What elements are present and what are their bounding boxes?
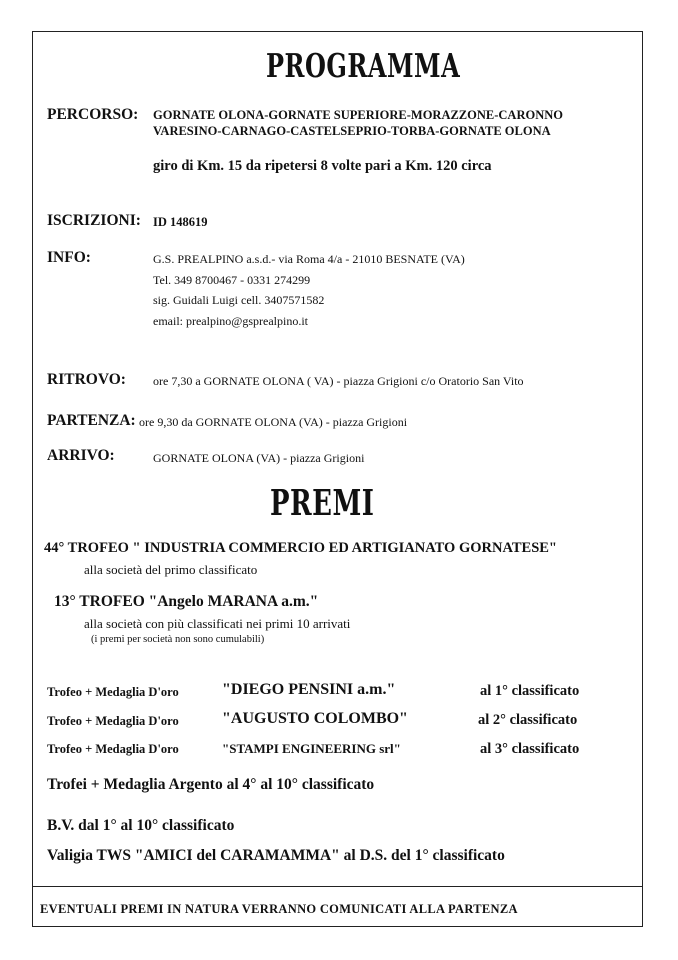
info-org: G.S. PREALPINO a.s.d.- via Roma 4/a - 21010 BESNATE (VA) bbox=[153, 252, 465, 266]
programma-heading: PROGRAMMA bbox=[266, 46, 461, 86]
iscrizioni-label: ISCRIZIONI: bbox=[47, 212, 141, 229]
trofeo-13-note: (i premi per società non sono cumulabili) bbox=[91, 634, 265, 645]
extra-valigia: Valigia TWS "AMICI del CARAMAMMA" al D.S. del 1° classificato bbox=[47, 847, 505, 864]
trofeo-44-subtitle: alla società del primo classificato bbox=[84, 562, 258, 577]
trofeo-13-title: 13° TROFEO "Angelo MARANA a.m." bbox=[54, 593, 319, 610]
trofeo-13-subtitle: alla società con più classificati nei primi 10 arrivati bbox=[84, 616, 351, 631]
percorso-route-line1: GORNATE OLONA-GORNATE SUPERIORE-MORAZZONE-CARONNO bbox=[153, 108, 563, 122]
extra-bv: B.V. dal 1° al 10° classificato bbox=[47, 817, 235, 834]
award-2-prefix: Trofeo + Medaglia D'oro bbox=[47, 714, 179, 728]
footer-note: EVENTUALI PREMI IN NATURA VERRANNO COMUNICATI ALLA PARTENZA bbox=[40, 902, 518, 916]
arrivo-value: GORNATE OLONA (VA) - piazza Grigioni bbox=[153, 451, 365, 465]
award-3-name: "STAMPI ENGINEERING srl" bbox=[222, 741, 401, 756]
trofeo-44-title: 44° TROFEO " INDUSTRIA COMMERCIO ED ARTIGIANATO GORNATESE" bbox=[44, 540, 557, 556]
award-2-place: al 2° classificato bbox=[478, 712, 578, 728]
partenza-value: ore 9,30 da GORNATE OLONA (VA) - piazza Grigioni bbox=[139, 415, 408, 429]
info-contact: sig. Guidali Luigi cell. 3407571582 bbox=[153, 293, 325, 307]
award-2-name: "AUGUSTO COLOMBO" bbox=[222, 710, 408, 727]
award-3-place: al 3° classificato bbox=[480, 741, 580, 757]
extra-silver-medals: Trofei + Medaglia Argento al 4° al 10° classificato bbox=[47, 776, 375, 793]
percorso-route-line2: VARESINO-CARNAGO-CASTELSEPRIO-TORBA-GORNATE OLONA bbox=[153, 124, 551, 138]
premi-heading: PREMI bbox=[270, 484, 375, 525]
iscrizioni-id: ID 148619 bbox=[153, 215, 208, 229]
award-1-name: "DIEGO PENSINI a.m." bbox=[222, 681, 396, 698]
footer-divider bbox=[32, 886, 643, 887]
percorso-label: PERCORSO: bbox=[47, 106, 139, 123]
info-tel: Tel. 349 8700467 - 0331 274299 bbox=[153, 273, 311, 287]
info-email: email: prealpino@gsprealpino.it bbox=[153, 314, 309, 328]
arrivo-label: ARRIVO: bbox=[47, 447, 115, 464]
award-1-prefix: Trofeo + Medaglia D'oro bbox=[47, 685, 179, 699]
ritrovo-value: ore 7,30 a GORNATE OLONA ( VA) - piazza Grigioni c/o Oratorio San Vito bbox=[153, 374, 524, 388]
award-1-place: al 1° classificato bbox=[480, 683, 580, 699]
ritrovo-label: RITROVO: bbox=[47, 371, 126, 388]
partenza-label: PARTENZA: bbox=[47, 412, 136, 429]
percorso-giro: giro di Km. 15 da ripetersi 8 volte pari a Km. 120 circa bbox=[153, 158, 492, 174]
award-3-prefix: Trofeo + Medaglia D'oro bbox=[47, 742, 179, 756]
info-label: INFO: bbox=[47, 249, 91, 266]
